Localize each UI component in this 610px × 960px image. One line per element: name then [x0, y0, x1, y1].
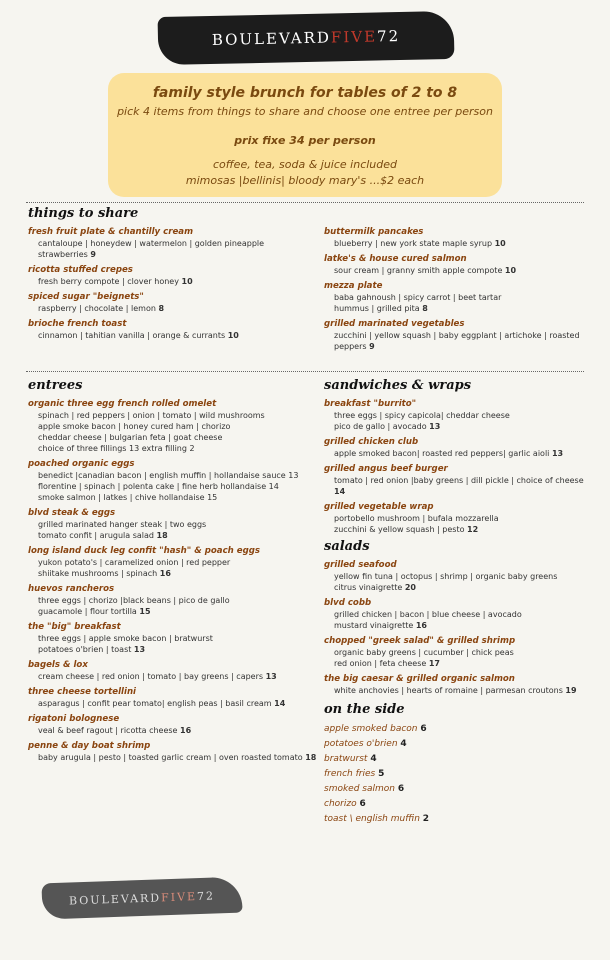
menu-item-price: 18	[305, 753, 317, 762]
menu-item-name: brioche french toast	[28, 319, 127, 329]
intro-drinks: coffee, tea, soda & juice included	[212, 158, 398, 171]
menu-item	[28, 264, 318, 287]
menu-item-name: long island duck leg confit "hash" & poach eggs	[28, 546, 261, 556]
entrees-list	[28, 398, 318, 763]
menu-item	[324, 318, 594, 352]
menu-item-desc: grilled chicken | bacon | blue cheese | avocado	[334, 610, 522, 619]
menu-item-desc: asparagus | confit pear tomato| english peas | basil cream 14	[38, 699, 286, 708]
menu-item-price: 12	[467, 525, 479, 534]
menu-item-name: bagels & lox	[28, 660, 88, 670]
menu-item-desc: red onion | feta cheese 17	[334, 659, 440, 668]
menu-item-desc: cream cheese | red onion | tomato | bay greens | capers 13	[38, 672, 277, 681]
menu-item-name: breakfast "burrito"	[324, 399, 417, 409]
menu-item-name: huevos rancheros	[28, 584, 115, 594]
menu-item	[28, 291, 318, 314]
menu-item-desc: spinach | red peppers | onion | tomato | wild mushrooms	[38, 411, 265, 420]
menu-item-price: 13	[429, 422, 441, 431]
share-heading-col	[28, 206, 318, 345]
menu-item-desc: three eggs | apple smoke bacon | bratwurst	[38, 634, 213, 643]
menu-item-price: 16	[180, 726, 192, 735]
menu-item-desc: veal & beef ragout | ricotta cheese 16	[38, 726, 192, 735]
menu-item	[28, 686, 318, 709]
menu-item-price: 19	[565, 686, 577, 695]
menu-item-name: buttermilk pancakes	[324, 227, 424, 237]
salads-list	[324, 559, 594, 696]
menu-item-price: 10	[504, 266, 517, 275]
menu-item	[324, 436, 594, 459]
menu-item-desc: shiitake mushrooms | spinach 16	[38, 569, 171, 578]
menu-item	[324, 226, 594, 249]
menu-item-name: three cheese tortellini	[28, 687, 137, 697]
menu-item	[28, 713, 318, 736]
menu-item	[324, 463, 594, 497]
menu-item-name: blvd cobb	[324, 598, 372, 608]
side-item: french fries 5	[324, 769, 385, 779]
menu-item-desc: yellow fin tuna | octopus | shrimp | organic baby greens	[334, 572, 558, 581]
side-item-price: 6	[359, 799, 366, 809]
sandwiches-list	[324, 398, 594, 535]
divider	[26, 202, 584, 203]
menu-item	[28, 398, 318, 454]
menu-item-name: latke's & house cured salmon	[324, 254, 467, 264]
right-col	[324, 378, 594, 827]
section-title-entrees: entrees	[28, 378, 83, 393]
menu-item-desc: three eggs | spicy capicola| cheddar cheese	[334, 411, 510, 420]
menu-item-desc: mustard vinaigrette 16	[334, 621, 427, 630]
brand-number: 72	[376, 27, 401, 46]
menu-item-name: grilled seafood	[324, 560, 397, 570]
menu-item-name: rigatoni bolognese	[28, 714, 120, 724]
menu-item-desc: baba gahnoush | spicy carrot | beet tartar	[334, 293, 502, 302]
share-left-list	[28, 226, 318, 341]
menu-item	[28, 740, 318, 763]
menu-item-desc: baby arugula | pesto | toasted garlic cream | oven roasted tomato 18	[38, 753, 317, 762]
menu-item-desc: pico de gallo | avocado 13	[334, 422, 441, 431]
menu-item-name: organic three egg french rolled omelet	[28, 399, 217, 409]
menu-item-desc: apple smoke bacon | honey cured ham | chorizo	[38, 422, 231, 431]
menu-item	[324, 597, 594, 631]
brand-logo-top	[158, 11, 455, 65]
divider	[26, 371, 584, 372]
side-item-price: 5	[378, 769, 385, 779]
section-title-side: on the side	[324, 702, 405, 717]
menu-item-desc: zucchini & yellow squash | pesto 12	[334, 525, 479, 534]
menu-item-desc: zucchini | yellow squash | baby eggplant | artichoke | roasted	[334, 331, 580, 340]
side-item: potatoes o'brien 4	[324, 739, 407, 749]
menu-item-name: the "big" breakfast	[28, 622, 121, 632]
menu-item-price: 14	[334, 487, 346, 496]
menu-item-price: 10	[181, 277, 193, 286]
menu-item-price: 14	[274, 699, 286, 708]
menu-item-desc: cinnamon | tahitian vanilla | orange & currants 10	[38, 331, 239, 340]
menu-item	[28, 458, 318, 503]
menu-item	[28, 545, 318, 579]
side-list	[324, 722, 594, 827]
menu-item-name: fresh fruit plate & chantilly cream	[28, 227, 194, 237]
menu-item-price: 13	[265, 672, 277, 681]
side-item: smoked salmon 6	[324, 784, 405, 794]
section-title-sandwiches: sandwiches & wraps	[324, 378, 472, 393]
menu-item-desc: choice of three fillings 13 extra filling 2	[38, 444, 195, 453]
menu-item-name: grilled chicken club	[324, 437, 419, 447]
menu-item	[28, 507, 318, 541]
menu-item-name: grilled marinated vegetables	[324, 319, 465, 329]
menu-item-desc: fresh berry compote | clover honey 10	[38, 277, 193, 286]
menu-item-name: blvd steak & eggs	[28, 508, 116, 518]
menu-item-price: 18	[156, 531, 168, 540]
menu-item-price: 13	[551, 449, 564, 458]
menu-item-desc: sour cream | granny smith apple compote 10	[334, 266, 517, 275]
menu-item-price: 10	[494, 239, 506, 248]
share-right-col	[324, 226, 594, 356]
entrees-col	[28, 378, 318, 767]
menu-item-name: grilled angus beef burger	[324, 464, 448, 474]
menu-item-desc: organic baby greens | cucumber | chick peas	[334, 648, 514, 657]
menu-item-desc: benedict |canadian bacon | english muffin | hollandaise sauce 13	[38, 471, 299, 480]
menu-item-price: 17	[428, 659, 440, 668]
menu-item-price: 9	[369, 342, 375, 351]
section-title-share: things to share	[28, 206, 139, 221]
menu-item-name: spiced sugar "beignets"	[28, 292, 144, 302]
menu-item-name: penne & day boat shrimp	[28, 741, 151, 751]
menu-item-price: 20	[404, 583, 416, 592]
menu-item-desc: florentine | spinach | polenta cake | fine herb hollandaise 14	[38, 482, 279, 491]
side-item-price: 6	[420, 724, 427, 734]
intro-prix-fixe: prix fixe 34 per person	[234, 134, 376, 147]
menu-item-desc: tomato | red onion |baby greens | dill pickle | choice of cheese 14	[334, 476, 584, 496]
menu-item-desc: yukon potato's | caramelized onion | red pepper	[38, 558, 231, 567]
menu-item-desc: blueberry | new york state maple syrup 10	[334, 239, 506, 248]
menu-item-desc: raspberry | chocolate | lemon 8	[38, 304, 165, 313]
section-title-salads: salads	[324, 539, 370, 554]
menu-item	[28, 659, 318, 682]
menu-item-desc: citrus vinaigrette 20	[334, 583, 416, 592]
side-item: bratwurst 4	[324, 754, 377, 764]
menu-item	[324, 501, 594, 535]
menu-item-desc: white anchovies | hearts of romaine | parmesan croutons 19	[334, 686, 577, 695]
menu-item-desc: guacamole | flour tortilla 15	[38, 607, 151, 616]
menu-item	[324, 280, 594, 314]
side-item-price: 4	[400, 739, 407, 749]
brand-name: BOULEVARD	[68, 890, 162, 908]
menu-item-name: mezza plate	[324, 281, 383, 291]
menu-item	[28, 621, 318, 655]
menu-item-price: 8	[422, 304, 428, 313]
menu-item	[28, 583, 318, 617]
menu-item-name: poached organic eggs	[28, 459, 135, 469]
menu-item-desc: strawberries 9	[38, 250, 96, 259]
menu-item-price: 9	[90, 250, 96, 259]
menu-item	[324, 253, 594, 276]
menu-item-desc: peppers 9	[334, 342, 375, 351]
side-item-price: 4	[370, 754, 377, 764]
side-item: chorizo 6	[324, 799, 366, 809]
brunch-intro-box	[108, 73, 502, 197]
menu-item-price: 16	[415, 621, 427, 630]
brand-logo-bottom	[41, 877, 242, 920]
menu-item-desc: portobello mushroom | bufala mozzarella	[334, 514, 499, 523]
menu-item-desc: grilled marinated hanger steak | two eggs	[38, 520, 207, 529]
menu-item-price: 8	[158, 304, 165, 313]
intro-subtitle: pick 4 items from things to share and choose one entree per person	[117, 105, 493, 118]
menu-item-desc: hummus | grilled pita 8	[334, 304, 428, 313]
side-item: toast \ english muffin 2	[324, 814, 430, 824]
intro-title: family style brunch for tables of 2 to 8	[152, 85, 458, 101]
brand-five: FIVE	[160, 889, 198, 904]
menu-item-price: 16	[159, 569, 171, 578]
menu-item-name: chopped "greek salad" & grilled shrimp	[324, 636, 516, 646]
menu-item-desc: cantaloupe | honeydew | watermelon | golden pineapple	[38, 239, 265, 248]
menu-item	[28, 226, 318, 260]
menu-item	[28, 318, 318, 341]
menu-item	[324, 673, 594, 696]
menu-item-price: 15	[139, 607, 151, 616]
menu-item-desc: tomato confit | arugula salad 18	[38, 531, 168, 540]
menu-item-desc: smoke salmon | latkes | chive hollandaise 15	[38, 493, 218, 502]
menu-item-name: the big caesar & grilled organic salmon	[324, 674, 515, 684]
menu-item	[324, 635, 594, 669]
side-item-price: 2	[422, 814, 430, 824]
menu-item-price: 10	[227, 331, 239, 340]
brand-number: 72	[196, 888, 216, 903]
brand-name: BOULEVARD	[211, 28, 332, 49]
menu-item-desc: cheddar cheese | bulgarian feta | goat cheese	[38, 433, 223, 442]
menu-item-name: ricotta stuffed crepes	[28, 265, 133, 275]
side-item-price: 6	[397, 784, 405, 794]
share-right-list	[324, 226, 594, 352]
menu-item-desc: potatoes o'brien | toast 13	[38, 645, 146, 654]
intro-extras: mimosas |bellinis| bloody mary's ...$2 each	[185, 174, 425, 187]
menu-item-name: grilled vegetable wrap	[324, 502, 434, 512]
menu-item-desc: apple smoked bacon| roasted red peppers| garlic aioli 13	[334, 449, 564, 458]
brand-five: FIVE	[330, 27, 378, 47]
side-item: apple smoked bacon 6	[324, 724, 427, 734]
menu-item	[324, 398, 594, 432]
menu-item-desc: three eggs | chorizo |black beans | pico de gallo	[38, 596, 230, 605]
menu-item	[324, 559, 594, 593]
menu-item-price: 13	[133, 645, 146, 654]
